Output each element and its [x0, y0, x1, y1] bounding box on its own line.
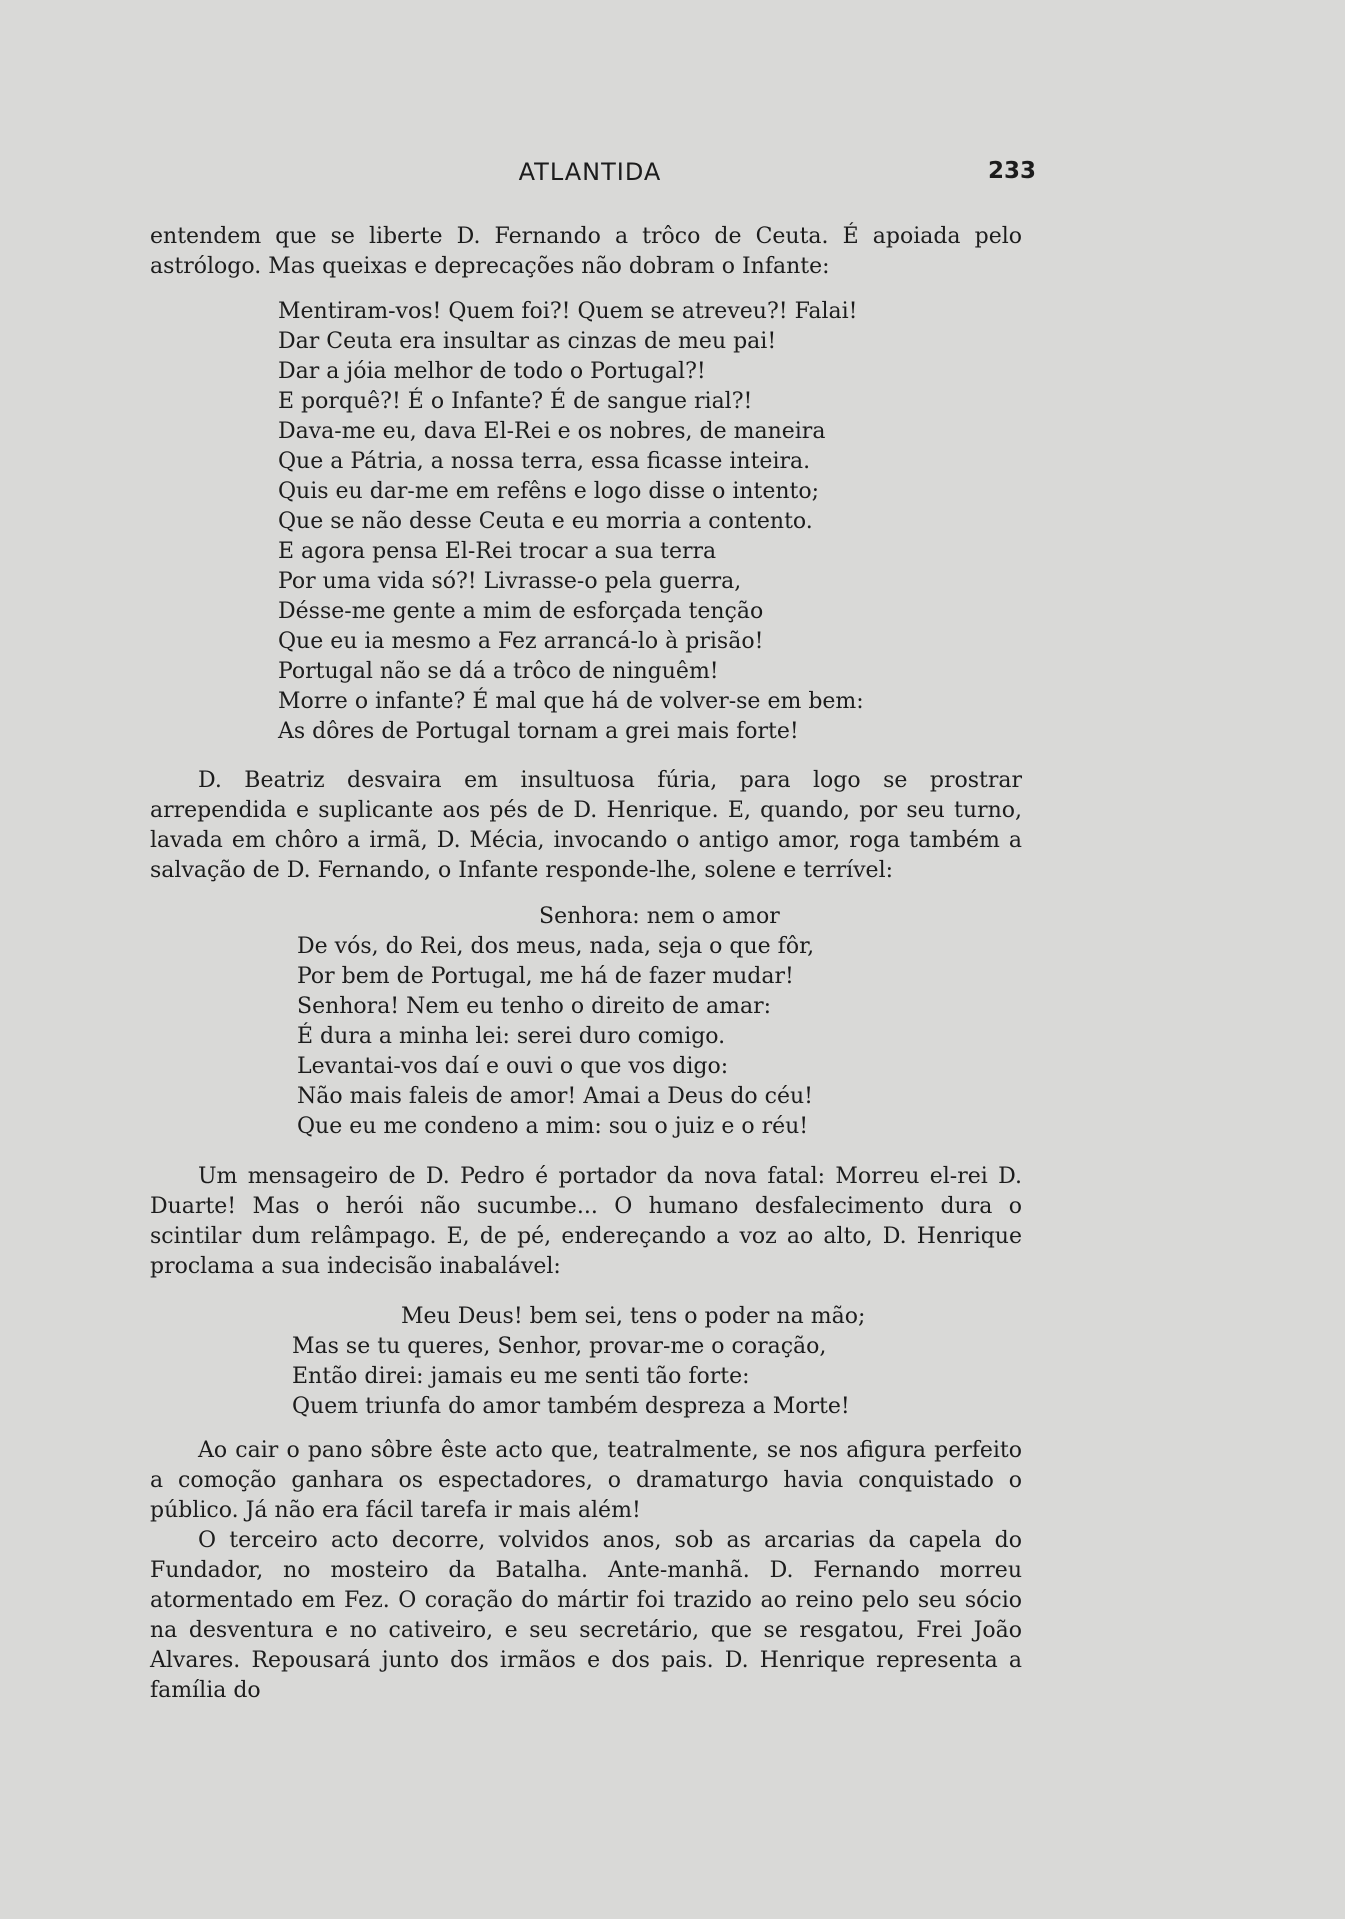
- verse-line: Por bem de Portugal, me há de fazer mudar!: [297, 964, 794, 989]
- verse-line: Levantai-vos daí e ouvi o que vos digo:: [297, 1054, 729, 1079]
- page-number: 233: [988, 158, 1037, 184]
- journal-title: ATLANTIDA: [518, 158, 662, 186]
- paragraph-3: [150, 1162, 1022, 1282]
- verse-block-1: [278, 297, 864, 747]
- verse-line: É dura a minha lei: serei duro comigo.: [297, 1024, 726, 1049]
- verse-line: Mas se tu queres, Senhor, provar-me o coração,: [292, 1334, 827, 1359]
- verse-line: Então direi: jamais eu me senti tão forte:: [292, 1364, 750, 1389]
- running-head: [0, 158, 1345, 198]
- verse-line: Morre o infante? É mal que há de volver-se em bem:: [278, 689, 864, 714]
- verse-block-2: [297, 902, 814, 1142]
- verse-line: De vós, do Rei, dos meus, nada, seja o que fôr,: [297, 934, 815, 959]
- verse-line: Que eu ia mesmo a Fez arrancá-lo à prisão!: [278, 629, 764, 654]
- paragraph-text: Um mensageiro de D. Pedro é portador da nova fatal: Morreu el-rei D. Duarte! Mas o herói não sucumbe... O humano desfalecimento dura o scintilar dum relâmpago. E, de pé, endereçando a voz ao alto, D. Henrique proclama a sua indecisão inabalável:: [150, 1164, 1022, 1279]
- verse-line: As dôres de Portugal tornam a grei mais forte!: [278, 719, 799, 744]
- verse-line: Senhora: nem o amor: [539, 904, 780, 929]
- verse-line: Que eu me condeno a mim: sou o juiz e o réu!: [297, 1114, 809, 1139]
- verse-line: Senhora! Nem eu tenho o direito de amar:: [297, 994, 772, 1019]
- verse-line: Quis eu dar-me em refêns e logo disse o intento;: [278, 479, 820, 504]
- verse-line: Por uma vida só?! Livrasse-o pela guerra,: [278, 569, 742, 594]
- paragraph-2: [150, 766, 1022, 886]
- paragraph-4: [150, 1436, 1022, 1706]
- verse-line: Não mais faleis de amor! Amai a Deus do céu!: [297, 1084, 813, 1109]
- paragraph-text: Ao cair o pano sôbre êste acto que, teatralmente, se nos afigura perfeito a comoção ganhara os espectadores, o dramaturgo havia conquistado o público. Já não era fácil tarefa ir mais além!: [150, 1438, 1022, 1523]
- verse-line: E agora pensa El-Rei trocar a sua terra: [278, 539, 717, 564]
- verse-line: E porquê?! É o Infante? É de sangue rial?!: [278, 389, 753, 414]
- verse-block-3: [292, 1302, 865, 1422]
- verse-line: Que se não desse Ceuta e eu morria a contento.: [278, 509, 813, 534]
- verse-line: Dar Ceuta era insultar as cinzas de meu pai!: [278, 329, 777, 354]
- verse-line: Dar a jóia melhor de todo o Portugal?!: [278, 359, 706, 384]
- verse-line: Portugal não se dá a trôco de ninguêm!: [278, 659, 719, 684]
- paragraph-text: entendem que se liberte D. Fernando a trôco de Ceuta. É apoiada pelo astrólogo. Mas queixas e deprecações não dobram o Infante:: [150, 224, 1022, 279]
- verse-line: Meu Deus! bem sei, tens o poder na mão;: [401, 1304, 866, 1329]
- verse-line: Mentiram-vos! Quem foi?! Quem se atreveu?! Falai!: [278, 299, 858, 324]
- verse-line: Désse-me gente a mim de esforçada tenção: [278, 599, 764, 624]
- paragraph-text: D. Beatriz desvaira em insultuosa fúria, para logo se prostrar arrependida e suplicante aos pés de D. Henrique. E, quando, por seu turno, lavada em chôro a irmã, D. Mécia, invocando o antigo amor, roga também a salvação de D. Fernando, o Infante responde-lhe, solene e terrível:: [150, 768, 1022, 883]
- verse-line: Quem triunfa do amor também despreza a Morte!: [292, 1394, 850, 1419]
- paragraph-text: O terceiro acto decorre, volvidos anos, sob as arcarias da capela do Fundador, no mosteiro da Batalha. Ante-manhã. D. Fernando morreu atormentado em Fez. O coração do mártir foi trazido ao reino pelo seu sócio na desventura e no cativeiro, e seu secretário, que se resgatou, Frei João Alvares. Repousará junto dos irmãos e dos pais. D. Henrique representa a família do: [150, 1528, 1022, 1703]
- verse-line: Dava-me eu, dava El-Rei e os nobres, de maneira: [278, 419, 826, 444]
- verse-line: Que a Pátria, a nossa terra, essa ficasse inteira.: [278, 449, 811, 474]
- paragraph-1: [150, 222, 1022, 282]
